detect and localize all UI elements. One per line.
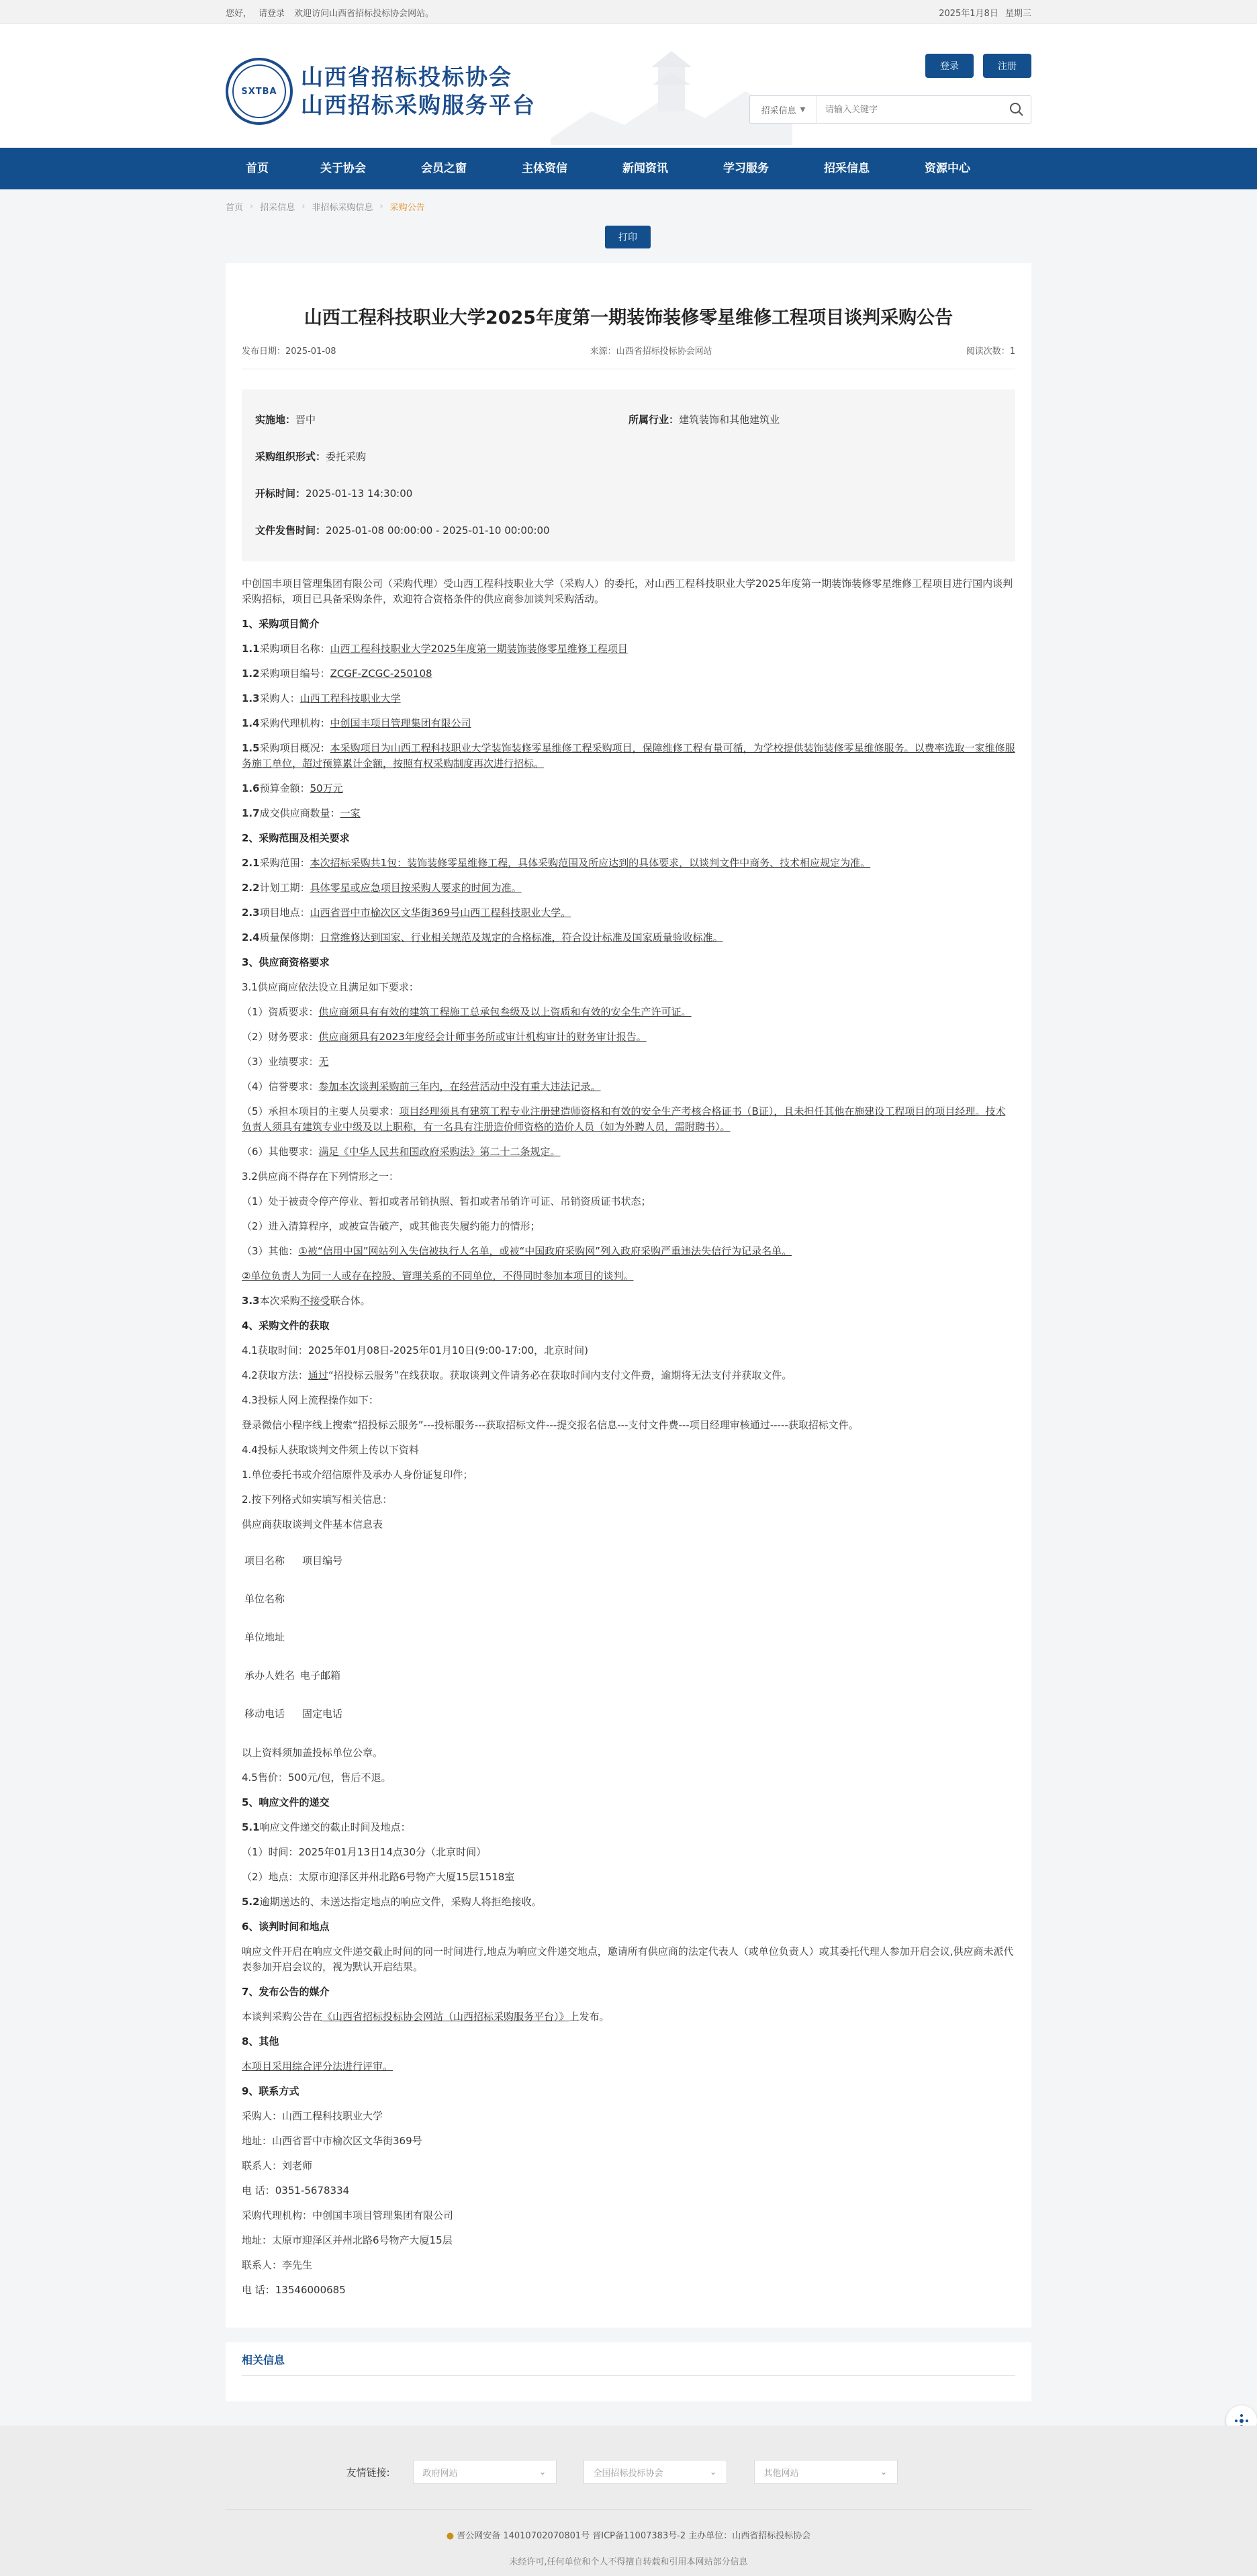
body-paragraph: 2.4质量保修期：日常维修达到国家、行业相关规范及规定的合格标准，符合设计标准及国家质量验收标准。 bbox=[242, 931, 723, 944]
form-label: 项目编号 bbox=[302, 1555, 343, 1567]
section-heading: 1、采购项目简介 bbox=[242, 618, 320, 630]
body-paragraph: （1）时间：2025年01月13日14点30分（北京时间） bbox=[242, 1846, 487, 1858]
welcome-text: 欢迎访问山西省招标投标协会网站。 bbox=[294, 8, 434, 19]
footer bbox=[0, 2426, 1257, 2576]
login-link[interactable]: 请登录 bbox=[259, 8, 285, 19]
body-paragraph: 供应商获取谈判文件基本信息表 bbox=[242, 1518, 383, 1530]
breadcrumb-non-tender[interactable]: 非招标采购信息 bbox=[312, 202, 373, 213]
nav-item-about[interactable]: 关于协会 bbox=[320, 162, 366, 175]
related-info-panel bbox=[226, 2342, 1031, 2401]
body-paragraph: （2）进入清算程序，或被宣告破产，或其他丧失履约能力的情形； bbox=[242, 1220, 541, 1232]
breadcrumb-procurement[interactable]: 招采信息 bbox=[260, 202, 295, 213]
contact-line: 地址：山西省晋中市榆次区文华街369号 bbox=[242, 2135, 422, 2147]
body-paragraph: 响应文件开启在响应文件递交截止时间的同一时间进行,地点为响应文件递交地点，邀请所有供应商的法定代表人（或单位负责人）或其委托代理人参加开启会议,供应商未派代表参加开启会议的，视为默认开启结果。 bbox=[242, 1945, 1014, 1973]
location-value: 晋中 bbox=[295, 414, 316, 426]
view-count: 阅读次数：1 bbox=[966, 347, 1015, 357]
association-seal-icon bbox=[226, 58, 293, 125]
search-bar bbox=[749, 95, 1031, 124]
body-paragraph: 4.5售价：500元/包，售后不退。 bbox=[242, 1772, 391, 1784]
weekday-text: 星期三 bbox=[1005, 8, 1031, 19]
article-meta bbox=[242, 344, 1015, 369]
links-select-other[interactable]: 其他网站 ⌄ bbox=[754, 2460, 898, 2484]
friendly-links-label: 友情链接: bbox=[346, 2466, 390, 2479]
industry-value: 建筑装饰和其他建筑业 bbox=[679, 414, 780, 426]
form-label: 固定电话 bbox=[302, 1708, 343, 1720]
body-paragraph: 1.单位委托书或介绍信原件及承办人身份证复印件； bbox=[242, 1469, 473, 1481]
related-info-title: 相关信息 bbox=[242, 2352, 1015, 2376]
industry-label: 所属行业： bbox=[628, 414, 680, 426]
nav-item-resources[interactable]: 资源中心 bbox=[925, 162, 970, 175]
article bbox=[226, 263, 1031, 2328]
links-select-national[interactable]: 全国招标投标协会 ⌄ bbox=[584, 2460, 727, 2484]
body-paragraph: 4.4投标人获取谈判文件须上传以下资料 bbox=[242, 1444, 419, 1456]
nav-item-home[interactable]: 首页 bbox=[246, 162, 269, 175]
nav-item-members[interactable]: 会员之窗 bbox=[421, 162, 467, 175]
top-strip bbox=[0, 0, 1257, 24]
body-paragraph: （2）地点：太原市迎泽区并州北路6号物产大厦15层1518室 bbox=[242, 1871, 515, 1883]
body-paragraph: 5.1响应文件递交的截止时间及地点： bbox=[242, 1821, 411, 1833]
body-paragraph: 1.3采购人：山西工程科技职业大学 bbox=[242, 692, 401, 704]
main-nav bbox=[0, 148, 1257, 189]
section-heading: 3、供应商资格要求 bbox=[242, 956, 330, 968]
logo-line1: 山西省招标投标协会 bbox=[301, 64, 512, 90]
register-button[interactable]: 注册 bbox=[983, 54, 1031, 78]
body-paragraph: （1）处于被责令停产停业、暂扣或者吊销执照、暂扣或者吊销许可证、吊销资质证书状态； bbox=[242, 1195, 651, 1207]
form-label: 承办人姓名 bbox=[244, 1669, 295, 1682]
section-heading: 4、采购文件的获取 bbox=[242, 1320, 330, 1332]
location-label: 实施地： bbox=[255, 414, 296, 426]
date-text: 2025年1月8日 bbox=[939, 8, 998, 19]
body-paragraph: 2.按下列格式如实填写相关信息： bbox=[242, 1493, 393, 1506]
search-icon[interactable] bbox=[1003, 96, 1031, 123]
greeting-text: 您好， bbox=[226, 8, 252, 19]
chevron-down-icon: ⌄ bbox=[709, 2467, 717, 2477]
body-paragraph: 本谈判采购公告在《山西省招标投标协会网站（山西招标采购服务平台）》上发布。 bbox=[242, 2011, 610, 2023]
search-category-select[interactable] bbox=[750, 96, 817, 123]
body-paragraph: 1.7成交供应商数量：一家 bbox=[242, 807, 361, 819]
search-category-value: 招采信息 bbox=[761, 105, 796, 116]
body-paragraph: 1.4采购代理机构：中创国丰项目管理集团有限公司 bbox=[242, 717, 471, 729]
doc-time-value: 2025-01-08 00:00:00 - 2025-01-10 00:00:00 bbox=[326, 524, 550, 537]
form-label: 单位名称 bbox=[244, 1593, 285, 1605]
body-paragraph: ②单位负责人为同一人或存在控股、管理关系的不同单位，不得同时参加本项目的谈判。 bbox=[242, 1270, 634, 1282]
body-paragraph: 3.3本次采购不接受联合体。 bbox=[242, 1295, 371, 1307]
section-heading: 5、响应文件的递交 bbox=[242, 1796, 330, 1808]
contact-line: 电 话：0351-5678334 bbox=[242, 2184, 350, 2197]
body-paragraph: 2.2计划工期：具体零星或应急项目按采购人要求的时间为准。 bbox=[242, 882, 522, 894]
section-heading: 8、其他 bbox=[242, 2035, 279, 2048]
open-time-label: 开标时间： bbox=[255, 488, 306, 500]
body-paragraph: （5）承担本项目的主要人员要求：项目经理须具有建筑工程专业注册建造师资格和有效的安全生产考核合格证书（B证），且未担任其他在施建设工程项目的项目经理。技术负责人须具有建筑专业中级及以上职称，有一名具有注册造价师资格的造价人员（如为外聘人员，需附聘书）。 bbox=[242, 1105, 1006, 1133]
body-paragraph: 4.3投标人网上流程操作如下： bbox=[242, 1394, 379, 1406]
section-heading: 7、发布公告的媒介 bbox=[242, 1986, 330, 1998]
body-paragraph: 4.1获取时间：2025年01月08日-2025年01月10日(9:00-17:00，北京时间) bbox=[242, 1344, 588, 1356]
body-paragraph: 1.6预算金额：50万元 bbox=[242, 782, 343, 794]
body-paragraph: 1.2采购项目编号：ZCGF-ZCGC-250108 bbox=[242, 668, 432, 680]
section-heading: 2、采购范围及相关要求 bbox=[242, 832, 350, 844]
friendly-links bbox=[0, 2442, 1257, 2502]
body-paragraph: 2.1采购范围：本次招标采购共1包：装饰装修零星维修工程，具体采购范围及所应达到的具体要求，以谈判文件中商务、技术相应规定为准。 bbox=[242, 857, 871, 869]
chevron-down-icon: ⌄ bbox=[880, 2467, 888, 2477]
body-paragraph: 3.1供应商应依法设立且满足如下要求： bbox=[242, 981, 419, 993]
section-heading: 9、联系方式 bbox=[242, 2085, 299, 2097]
body-paragraph: （3）其他：①被“信用中国”网站列入失信被执行人名单，或被“中国政府采购网”列入政府采购严重违法失信行为记录名单。 bbox=[242, 1245, 792, 1257]
body-paragraph: （4）信誉要求：参加本次谈判采购前三年内，在经营活动中没有重大违法记录。 bbox=[242, 1080, 601, 1093]
page-title: 山西工程科技职业大学2025年度第一期装饰装修零星维修工程项目谈判采购公告 bbox=[304, 308, 953, 328]
body-paragraph: （6）其他要求：满足《中华人民共和国政府采购法》第二十二条规定。 bbox=[242, 1146, 561, 1158]
nav-item-learning[interactable]: 学习服务 bbox=[723, 162, 769, 175]
article-body bbox=[242, 576, 1015, 2298]
publish-date: 发布日期：2025-01-08 bbox=[242, 347, 336, 357]
project-info-box bbox=[242, 389, 1015, 561]
chevron-down-icon: ⌄ bbox=[539, 2467, 547, 2477]
org-label: 采购组织形式： bbox=[255, 451, 326, 463]
chevron-down-icon: ▼ bbox=[800, 105, 806, 113]
body-paragraph: 本项目采用综合评分法进行评审。 bbox=[242, 2060, 393, 2072]
form-label: 移动电话 bbox=[244, 1708, 285, 1720]
nav-item-news[interactable]: 新闻资讯 bbox=[622, 162, 668, 175]
logo-line2: 山西招标采购服务平台 bbox=[301, 92, 536, 118]
nav-item-credit[interactable]: 主体资信 bbox=[522, 162, 567, 175]
contact-line: 联系人：李先生 bbox=[242, 2259, 313, 2271]
beian-info: ● 晋公网安备 14010702070801号 晋ICP备11007383号-2 主办单位：山西省招标投标协会 bbox=[446, 2531, 811, 2541]
police-badge-icon: ● bbox=[446, 2531, 455, 2541]
breadcrumb-home[interactable]: 首页 bbox=[226, 202, 244, 213]
contact-line: 采购代理机构：中创国丰项目管理集团有限公司 bbox=[242, 2209, 454, 2221]
contact-line: 联系人：刘老师 bbox=[242, 2160, 313, 2172]
form-label: 电子邮箱 bbox=[300, 1669, 341, 1682]
doc-time-label: 文件发售时间： bbox=[255, 524, 326, 537]
links-select-government[interactable]: 政府网站 ⌄ bbox=[413, 2460, 557, 2484]
contact-line: 地址：太原市迎泽区并州北路6号物产大厦15层 bbox=[242, 2234, 453, 2246]
open-time-value: 2025-01-13 14:30:00 bbox=[306, 488, 413, 500]
body-paragraph: 登录微信小程序线上搜索“招投标云服务”---投标服务---获取招标文件---提交报名信息---支付文件费---项目经理审核通过-----获取招标文件。 bbox=[242, 1419, 859, 1431]
form-label: 单位地址 bbox=[244, 1631, 285, 1643]
body-paragraph: 4.2获取方法：通过“招投标云服务”在线获取。获取谈判文件请务必在获取时间内支付文件费，逾期将无法支付并获取文件。 bbox=[242, 1369, 792, 1381]
header bbox=[0, 24, 1257, 148]
body-paragraph: 1.5采购项目概况：本采购项目为山西工程科技职业大学装饰装修零星维修工程采购项目，保障维修工程有量可循，为学校提供装饰装修零星维修服务。以费率选取一家维修服务施工单位，超过预算累计金额，按照有权采购制度再次进行招标。 bbox=[242, 742, 1015, 770]
article-source: 来源：山西省招标投标协会网站 bbox=[590, 347, 712, 357]
copyright-notice: 未经许可,任何单位和个人不得擅自转载和引用本网站部分信息 bbox=[509, 2557, 748, 2567]
breadcrumb: 首页 › 招采信息 › 非招标采购信息 › 采购公告 bbox=[226, 201, 425, 213]
body-paragraph: （2）财务要求：供应商须具有2023年度经会计师事务所或审计机构审计的财务审计报告。 bbox=[242, 1031, 647, 1043]
body-paragraph: （1）资质要求：供应商须具有有效的建筑工程施工总承包叁级及以上资质和有效的安全生产许可证。 bbox=[242, 1006, 692, 1018]
contact-line: 采购人：山西工程科技职业大学 bbox=[242, 2110, 383, 2122]
nav-item-procurement[interactable]: 招采信息 bbox=[824, 162, 870, 175]
org-value: 委托采购 bbox=[326, 451, 367, 463]
print-button[interactable]: 打印 bbox=[605, 226, 651, 248]
body-paragraph: 1.1采购项目名称：山西工程科技职业大学2025年度第一期装饰装修零星维修工程项目 bbox=[242, 643, 628, 655]
form-label: 项目名称 bbox=[244, 1555, 285, 1567]
seal-text: SXTBA bbox=[232, 64, 286, 118]
section-heading: 6、谈判时间和地点 bbox=[242, 1921, 330, 1933]
search-input[interactable] bbox=[817, 96, 1003, 123]
intro-paragraph: 中创国丰项目管理集团有限公司（采购代理）受山西工程科技职业大学（采购人）的委托，对山西工程科技职业大学2025年度第一期装饰装修零星维修工程项目进行国内谈判采购招标，项目已具备采购条件，欢迎符合资格条件的供应商参加谈判采购活动。 bbox=[242, 578, 1013, 605]
body-paragraph: 以上资料须加盖投标单位公章。 bbox=[242, 1747, 383, 1759]
body-paragraph: （3）业绩要求：无 bbox=[242, 1056, 329, 1068]
supplier-info-form bbox=[244, 1542, 1015, 1733]
body-paragraph: 5.2逾期送达的、未送达指定地点的响应文件，采购人将拒绝接收。 bbox=[242, 1896, 542, 1908]
login-button[interactable]: 登录 bbox=[925, 54, 974, 78]
body-paragraph: 3.2供应商不得存在下列情形之一： bbox=[242, 1170, 399, 1183]
body-paragraph: 2.3项目地点：山西省晋中市榆次区文华街369号山西工程科技职业大学。 bbox=[242, 907, 571, 919]
contact-line: 电 话：13546000685 bbox=[242, 2284, 346, 2296]
breadcrumb-current: 采购公告 bbox=[389, 202, 425, 213]
site-logo[interactable] bbox=[226, 58, 536, 125]
